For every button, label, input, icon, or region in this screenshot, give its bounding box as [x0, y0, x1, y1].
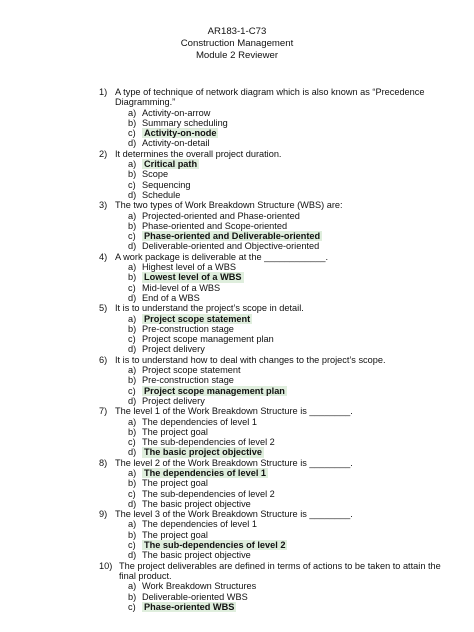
option-letter: a) [128, 365, 137, 376]
option-text: Project delivery [142, 395, 205, 406]
option-text: Project delivery [142, 344, 205, 355]
highlighted-answer: Phase-oriented and Deliverable-oriented [144, 231, 321, 242]
answer-option [101, 241, 441, 251]
answer-option [101, 375, 441, 385]
option-letter: d) [128, 189, 137, 200]
option-letter: a) [128, 519, 137, 530]
answer-option-correct [101, 314, 441, 324]
answer-option-correct [101, 386, 441, 396]
option-letter: b) [128, 117, 137, 128]
option-letter: d) [128, 138, 137, 149]
option-text: Activity-on-detail [142, 138, 210, 149]
answer-option [101, 108, 441, 118]
question-number: 1) [99, 87, 108, 97]
option-text: Deliverable-oriented WBS [142, 591, 248, 602]
option-letter: a) [128, 416, 137, 427]
question-number: 5) [99, 303, 108, 314]
option-letter: a) [128, 262, 137, 273]
option-text: Pre-construction stage [142, 375, 234, 386]
option-letter: d) [128, 498, 137, 509]
option-letter: b) [128, 323, 137, 334]
answer-option [101, 519, 441, 529]
option-letter: b) [128, 220, 137, 231]
option-text: Pre-construction stage [142, 323, 234, 334]
answer-option [101, 592, 441, 602]
option-text: The basic project objective [142, 498, 251, 509]
option-letter: a) [128, 581, 137, 592]
question-text: It is to understand the project’s scope in detail. [115, 303, 304, 314]
option-text: The project goal [142, 478, 208, 489]
answer-option [101, 499, 441, 509]
answer-option [101, 365, 441, 375]
option-text: The sub-dependencies of level 2 [142, 437, 275, 448]
option-text: Highest level of a WBS [142, 262, 236, 273]
question-text: The level 3 of the Work Breakdown Structure is ________. [115, 509, 353, 520]
option-letter: d) [128, 395, 137, 406]
question-number: 9) [99, 509, 108, 520]
option-letter: c) [128, 385, 136, 396]
document-header [0, 26, 474, 63]
highlighted-answer: The dependencies of level 1 [144, 467, 267, 478]
option-text: Scope [142, 169, 169, 180]
answer-option-correct [101, 540, 441, 550]
question-item [101, 355, 441, 406]
highlighted-answer: The basic project objective [144, 447, 262, 458]
option-letter: c) [128, 179, 136, 190]
option-letter: c) [128, 282, 136, 293]
option-letter: b) [128, 591, 137, 602]
answer-option [101, 190, 441, 200]
answer-option [101, 417, 441, 427]
answer-option [101, 118, 441, 128]
answer-option [101, 396, 441, 406]
answer-option [101, 180, 441, 190]
option-letter: b) [128, 169, 137, 180]
answer-option [101, 283, 441, 293]
answer-option [101, 437, 441, 447]
option-text: The project goal [142, 426, 208, 437]
answer-option [101, 169, 441, 179]
option-text: Activity-on-arrow [142, 107, 211, 118]
option-text: Projected-oriented and Phase-oriented [142, 210, 300, 221]
option-letter: d) [128, 344, 137, 355]
question-item [101, 200, 441, 251]
question-text: The two types of Work Breakdown Structure (WBS) are: [115, 200, 343, 211]
answer-option-correct [101, 447, 441, 457]
highlighted-answer: Lowest level of a WBS [144, 272, 242, 283]
question-text: A work package is deliverable at the ____________. [115, 251, 328, 262]
option-text: The basic project objective [142, 550, 251, 561]
option-letter: a) [128, 313, 137, 324]
option-text: Project scope statement [142, 365, 241, 376]
answer-option [101, 324, 441, 334]
course-name: Construction Management [180, 38, 294, 50]
question-number: 10) [99, 560, 113, 571]
option-letter: a) [128, 159, 137, 170]
option-letter: b) [128, 272, 137, 283]
answer-option-correct [101, 272, 441, 282]
question-item [101, 149, 441, 200]
option-text: Work Breakdown Structures [142, 581, 257, 592]
highlighted-answer: The sub-dependencies of level 2 [144, 540, 286, 551]
answer-option-correct [101, 231, 441, 241]
option-letter: c) [128, 437, 136, 448]
course-code: AR183-1-C73 [207, 26, 267, 37]
option-letter: a) [128, 107, 137, 118]
option-letter: c) [128, 128, 136, 139]
answer-option [101, 550, 441, 560]
question-list [101, 87, 441, 612]
answer-option [101, 489, 441, 499]
answer-option-correct [101, 602, 441, 612]
option-letter: c) [128, 334, 136, 345]
question-text: The level 2 of the Work Breakdown Structure is ________. [115, 457, 353, 468]
option-letter: d) [128, 292, 137, 303]
option-letter: c) [128, 601, 136, 612]
option-text: Sequencing [142, 179, 191, 190]
answer-option [101, 293, 441, 303]
answer-option-correct [101, 128, 441, 138]
option-letter: c) [128, 231, 136, 242]
highlighted-answer: Phase-oriented WBS [144, 601, 235, 612]
question-item [101, 458, 441, 509]
question-number: 4) [99, 251, 108, 262]
option-text: Schedule [142, 189, 181, 200]
answer-option-correct [101, 159, 441, 169]
option-letter: b) [128, 478, 137, 489]
option-letter: d) [128, 447, 137, 458]
option-text: Deliverable-oriented and Objective-oriented [142, 241, 320, 252]
option-text: End of a WBS [142, 292, 200, 303]
question-text: It determines the overall project duration. [115, 148, 282, 159]
option-text: The dependencies of level 1 [142, 519, 257, 530]
option-letter: d) [128, 550, 137, 561]
question-number: 3) [99, 200, 108, 211]
highlighted-answer: Project scope statement [144, 313, 251, 324]
answer-option [101, 334, 441, 344]
question-text: A type of technique of network diagram which is also known as “Precedence Diagramming.” [115, 87, 425, 108]
option-letter: a) [128, 467, 137, 478]
option-letter: d) [128, 241, 137, 252]
question-text: The project deliverables are defined in terms of actions to be taken to attain the final product. [119, 560, 441, 581]
option-letter: b) [128, 529, 137, 540]
answer-option [101, 221, 441, 231]
option-text: Summary scheduling [142, 117, 228, 128]
option-letter: b) [128, 426, 137, 437]
question-number: 2) [99, 148, 108, 159]
answer-option [101, 530, 441, 540]
document-title: Module 2 Reviewer [195, 50, 279, 62]
highlighted-answer: Project scope management plan [144, 385, 285, 396]
option-text: The project goal [142, 529, 208, 540]
question-item [101, 509, 441, 560]
answer-option [101, 581, 441, 591]
question-text: It is to understand how to deal with changes to the project’s scope. [115, 354, 386, 365]
answer-option [101, 478, 441, 488]
answer-option [101, 211, 441, 221]
answer-option-correct [101, 468, 441, 478]
question-number: 8) [99, 457, 108, 468]
answer-option [101, 262, 441, 272]
option-letter: c) [128, 540, 136, 551]
option-letter: b) [128, 375, 137, 386]
question-item [101, 561, 441, 612]
answer-option [101, 427, 441, 437]
question-number: 6) [99, 354, 108, 365]
question-number: 7) [99, 406, 108, 417]
option-text: Project scope management plan [142, 334, 274, 345]
question-item [101, 252, 441, 303]
highlighted-answer: Activity-on-node [144, 128, 217, 139]
question-text: The level 1 of the Work Breakdown Structure is ________. [115, 406, 353, 417]
question-item [101, 303, 441, 354]
question-item [101, 406, 441, 457]
option-text: Mid-level of a WBS [142, 282, 221, 293]
option-text: The dependencies of level 1 [142, 416, 257, 427]
question-item [101, 87, 441, 149]
answer-option [101, 344, 441, 354]
highlighted-answer: Critical path [144, 159, 198, 170]
option-letter: c) [128, 488, 136, 499]
option-letter: a) [128, 210, 137, 221]
option-text: The sub-dependencies of level 2 [142, 488, 275, 499]
option-text: Phase-oriented and Scope-oriented [142, 220, 288, 231]
answer-option [101, 138, 441, 148]
